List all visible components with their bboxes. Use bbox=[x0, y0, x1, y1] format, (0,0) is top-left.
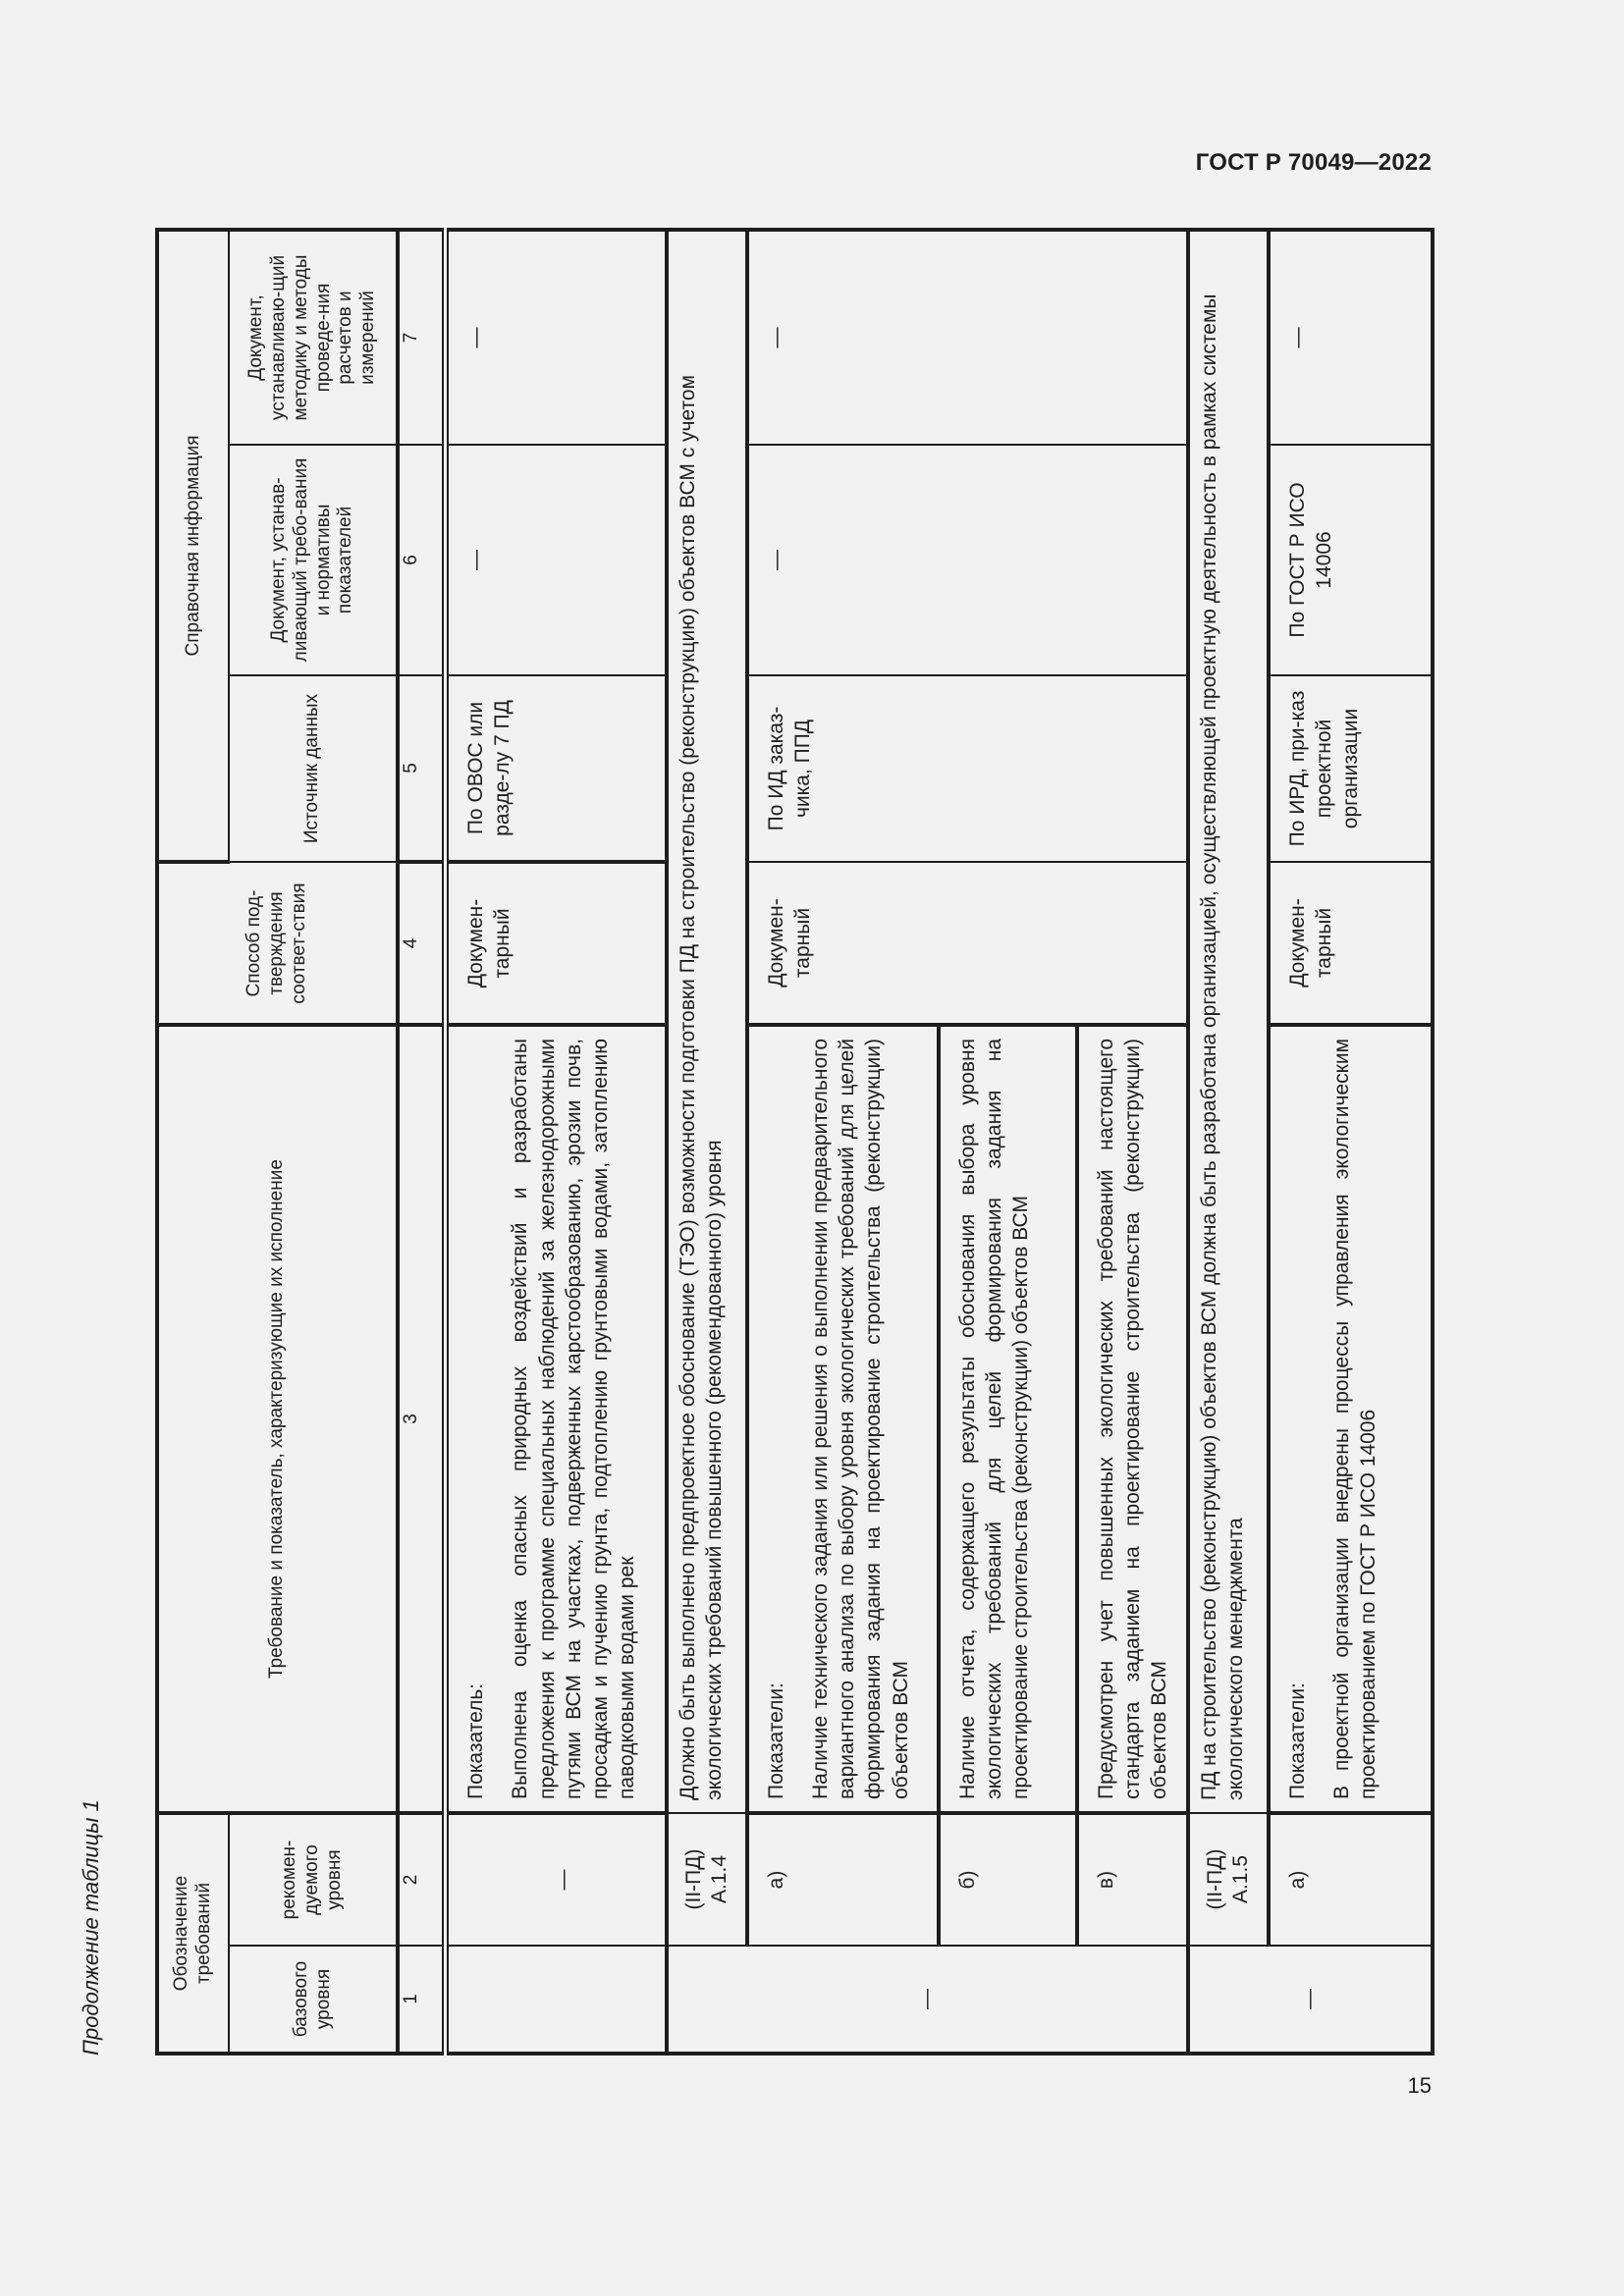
indicator-text: Предусмотрен учет повышенных экологических требований настоящего стандарта заданием на проектирование строительства (реконструкции) объектов ВСМ bbox=[1094, 1039, 1171, 1799]
requirement-statement: Должно быть выполнено предпроектное обоснование (ТЭО) возможности подготовки ПД на строительство (реконструкцию) объектов ВСМ с учетом экологических требований повышенного (рекомендованного) уровня bbox=[667, 230, 747, 1813]
table-row-a15 bbox=[1188, 230, 1269, 2054]
indicator-label: Показатели: bbox=[1285, 1682, 1309, 1799]
header-row-1 bbox=[157, 230, 229, 2054]
requirements-table bbox=[155, 228, 1435, 2056]
recommended-level-value: — bbox=[552, 1869, 575, 1891]
header-data-source: Источник данных bbox=[229, 675, 398, 862]
column-number-1: 1 bbox=[398, 1946, 446, 2054]
header-norm-document: Документ, устанав-ливающий требо-вания и нормативы показателей bbox=[229, 445, 398, 675]
indicator-letter: а) bbox=[1269, 1813, 1433, 1946]
indicator-text: В проектной организации внедрены процессы управления экологическим проектированием по ГОСТ Р ИСО 14006 bbox=[1329, 1039, 1380, 1799]
column-number-4: 4 bbox=[398, 862, 446, 1025]
requirement-cell bbox=[1269, 1025, 1433, 1813]
requirement-code: (II-ПД) А.1.5 bbox=[1188, 1813, 1269, 1946]
header-confirmation-method: Способ под-тверждения соответ-ствия bbox=[157, 862, 398, 1025]
column-number-5: 5 bbox=[398, 675, 446, 862]
table-caption: Продолжение таблицы 1 bbox=[79, 1799, 103, 2056]
indicator-letter: б) bbox=[939, 1813, 1077, 1946]
recommended-level-cell bbox=[446, 1813, 667, 1946]
requirement-code: (II-ПД) А.1.4 bbox=[667, 1813, 747, 1946]
header-recommended-level: рекомен-дуемого уровня bbox=[229, 1813, 398, 1946]
table-row bbox=[747, 230, 939, 2054]
header-designation-group: Обозначение требований bbox=[157, 1813, 229, 2054]
header-method-document: Документ, устанавливаю-щий методику и методы проведе-ния расчетов и измерений bbox=[229, 230, 398, 445]
data-source-cell: По ИРД, при-каз проектной организации bbox=[1269, 675, 1433, 862]
header-requirement: Требование и показатель, характеризующие их исполнение bbox=[157, 1025, 398, 1813]
indicator-text: Наличие отчета, содержащего результаты обоснования выбора уровня экологических требований для целей формирования задания на проектирование строительства (реконструкции) объектов ВСМ bbox=[955, 1039, 1033, 1799]
requirement-cell bbox=[747, 1025, 939, 1813]
column-number-2: 2 bbox=[398, 1813, 446, 1946]
requirement-cell bbox=[939, 1025, 1077, 1813]
requirement-cell bbox=[446, 1025, 667, 1813]
data-source-cell: По ОВОС или разде-лу 7 ПД bbox=[446, 675, 667, 862]
base-level-cell: — bbox=[667, 1946, 1188, 2054]
data-source-cell: По ИД заказ-чика, ППД bbox=[747, 675, 1188, 862]
method-document-cell: — bbox=[446, 230, 667, 445]
indicator-letter: а) bbox=[747, 1813, 939, 1946]
column-number-7: 7 bbox=[398, 230, 446, 445]
indicator-text: Наличие технического задания или решения о выполнении предварительного вариантного анализа по выбору уровня экологических требований для целей формирования задания на проектирование строительства (реконструкции) объектов ВСМ bbox=[808, 1039, 912, 1799]
column-number-6: 6 bbox=[398, 445, 446, 675]
norm-document-cell: — bbox=[446, 445, 667, 675]
method-document-cell: — bbox=[1269, 230, 1433, 445]
method-document-cell: — bbox=[747, 230, 1188, 445]
table-row bbox=[1269, 230, 1433, 2054]
column-number-3: 3 bbox=[398, 1025, 446, 1813]
requirement-cell bbox=[1077, 1025, 1188, 1813]
document-standard-number: ГОСТ Р 70049—2022 bbox=[1195, 149, 1432, 176]
table-row bbox=[446, 230, 667, 2054]
header-base-level: базового уровня bbox=[229, 1946, 398, 2054]
base-level-cell bbox=[446, 1946, 667, 2054]
header-reference-group: Справочная информация bbox=[157, 230, 229, 862]
confirmation-method-cell: Докумен-тарный bbox=[446, 862, 667, 1025]
indicator-letter: в) bbox=[1077, 1813, 1188, 1946]
requirement-text: Выполнена оценка опасных природных воздействий и разработаны предложения к программе специальных наблюдений за железнодорожными путями ВСМ на участках, подверженных карстообразованию, эрозии почв, просадкам и пучению грунта, подтоплению грунтовыми водами, затоплению паводковыми водами рек bbox=[509, 1039, 639, 1799]
base-level-cell: — bbox=[1188, 1946, 1433, 2054]
column-number-row bbox=[398, 230, 446, 2054]
indicator-label: Показатели: bbox=[764, 1682, 787, 1799]
indicator-label: Показатель: bbox=[464, 1682, 487, 1799]
table-row-a14 bbox=[667, 230, 747, 2054]
requirement-statement: ПД на строительство (реконструкцию) объектов ВСМ должна быть разработана организацией, осуществляющей проектную деятельность в рамках системы экологического менеджмента bbox=[1188, 230, 1269, 1813]
confirmation-method-cell: Докумен-тарный bbox=[747, 862, 1188, 1025]
norm-document-cell: По ГОСТ Р ИСО 14006 bbox=[1269, 445, 1433, 675]
page-number: 15 bbox=[1407, 2073, 1432, 2098]
confirmation-method-cell: Докумен-тарный bbox=[1269, 862, 1433, 1025]
norm-document-cell: — bbox=[747, 445, 1188, 675]
